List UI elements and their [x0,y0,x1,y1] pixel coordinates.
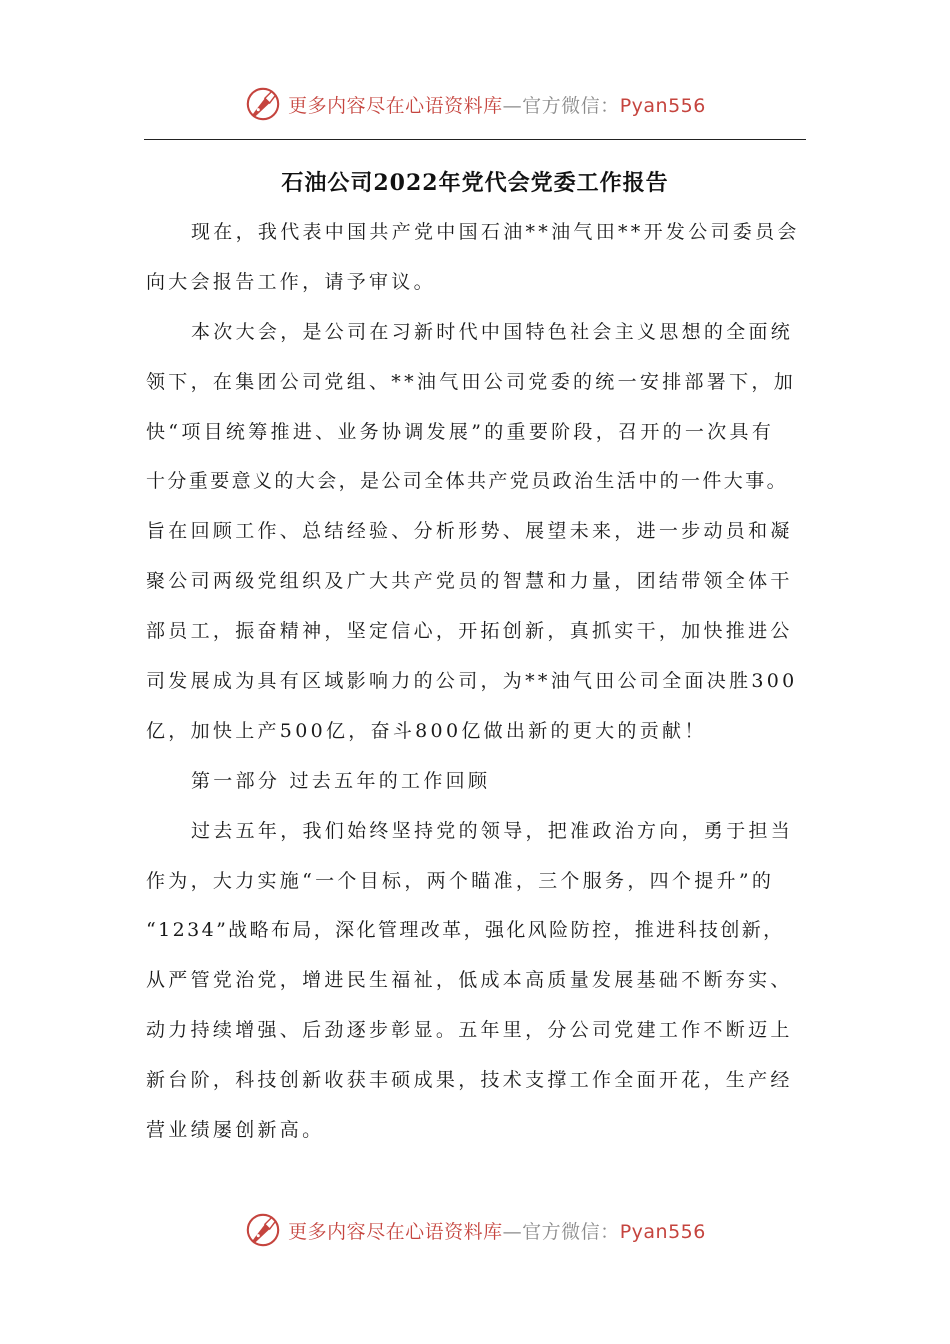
pen-nib-circle-icon [244,85,282,123]
watermark-text [288,1217,706,1244]
body-line: 营业绩屡创新高。 [146,1119,325,1142]
body-line: 作为，大力实施“一个目标，两个瞄准，三个服务，四个提升”的 [146,869,775,892]
body-line: 本次大会，是公司在习新时代中国特色社会主义思想的全面统 [191,320,794,343]
watermark-wechat-label: 官方微信： [522,94,620,117]
body-line: 部员工，振奋精神，坚定信心，开拓创新，真抓实干，加快推进公 [146,620,793,643]
body-line: 旨在回顾工作、总结经验、分析形势、展望未来，进一步动员和凝 [146,520,793,543]
document-body [146,208,810,1156]
body-line: 向大会报告工作，请予审议。 [146,270,436,293]
body-line: 动力持续增强、后劲逐步彰显。五年里，分公司党建工作不断迈上 [146,1019,793,1042]
body-line: 聚公司两级党组织及广大共产党员的智慧和力量，团结带领全体干 [146,570,793,593]
footer-watermark-banner [0,1208,950,1252]
document-title: 石油公司2022年党代会党委工作报告 [281,170,669,196]
body-line: 亿，加快上产500亿，奋斗800亿做出新的更大的贡献！ [146,719,707,742]
watermark-text [288,91,706,118]
watermark-wechat-id: Pyan556 [619,94,706,117]
body-line: 过去五年，我们始终坚持党的领导，把准政治方向，勇于担当 [191,819,794,842]
watermark-dash: — [502,94,523,117]
watermark-site-name: 更多内容尽在心语资料库 [288,94,503,117]
watermark-dash: — [502,1220,523,1243]
pen-nib-circle-icon [244,1211,282,1249]
body-line: 新台阶，科技创新收获丰硕成果，技术支撑工作全面开花，生产经 [146,1069,793,1092]
watermark-site-name: 更多内容尽在心语资料库 [288,1220,503,1243]
header-watermark-banner [0,82,950,126]
header-divider [144,139,806,140]
body-line: “1234”战略布局，深化管理改革，强化风险防控，推进科技创新， [146,919,785,942]
body-line: 十分重要意义的大会，是公司全体共产党员政治生活中的一件大事。 [146,470,789,493]
watermark-wechat-id: Pyan556 [619,1220,706,1243]
watermark-wechat-label: 官方微信： [522,1220,620,1243]
body-line: 从严管党治党，增进民生福祉，低成本高质量发展基础不断夯实、 [146,969,793,992]
body-line: 司发展成为具有区域影响力的公司，为**油气田公司全面决胜300 [146,670,798,693]
section-heading: 第一部分 过去五年的工作回顾 [191,769,491,792]
body-line: 快“项目统筹推进、业务协调发展”的重要阶段，召开的一次具有 [146,420,775,443]
body-line: 领下，在集团公司党组、**油气田公司党委的统一安排部署下，加 [146,370,797,393]
body-line: 现在，我代表中国共产党中国石油**油气田**开发公司委员会 [191,221,800,243]
